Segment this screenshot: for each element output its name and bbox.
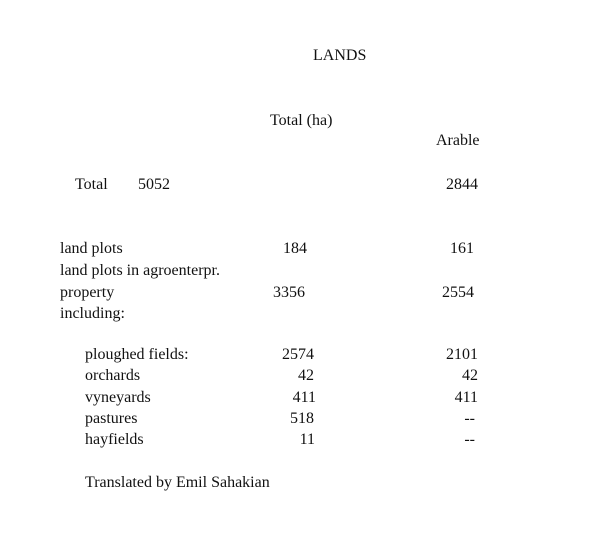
column-header-total: Total (ha)	[270, 112, 333, 129]
subrow-total: 11	[299, 431, 315, 448]
row-label: property	[60, 284, 115, 301]
summary-arable: 2844	[446, 176, 478, 193]
row-label: including:	[60, 305, 125, 322]
column-header-arable: Arable	[436, 132, 480, 149]
subrow-arable: 2101	[446, 346, 478, 363]
subrow-arable: 411	[454, 389, 478, 406]
summary-label: Total	[75, 176, 108, 193]
subrow-total: 2574	[282, 346, 314, 363]
subrow-total: 42	[298, 367, 314, 384]
subrow-label: ploughed fields:	[85, 346, 189, 363]
row-arable: 2554	[442, 284, 474, 301]
summary-total: 5052	[138, 176, 170, 193]
subrow-arable: 42	[462, 367, 478, 384]
subrow-label: orchards	[85, 367, 141, 384]
row-label: land plots in agroenterpr.	[60, 262, 220, 279]
subrow-arable: --	[464, 410, 475, 427]
row-arable: 161	[450, 240, 474, 257]
subrow-total: 518	[290, 410, 314, 427]
page-title: LANDS	[313, 47, 367, 64]
row-label: land plots	[60, 240, 123, 257]
subrow-arable: --	[464, 431, 475, 448]
subrow-label: vyneyards	[85, 389, 151, 406]
subrow-label: hayfields	[85, 431, 144, 448]
subrow-total: 411	[292, 389, 316, 406]
row-total: 3356	[273, 284, 305, 301]
row-total: 184	[283, 240, 307, 257]
translator-credit: Translated by Emil Sahakian	[85, 474, 270, 491]
subrow-label: pastures	[85, 410, 138, 427]
